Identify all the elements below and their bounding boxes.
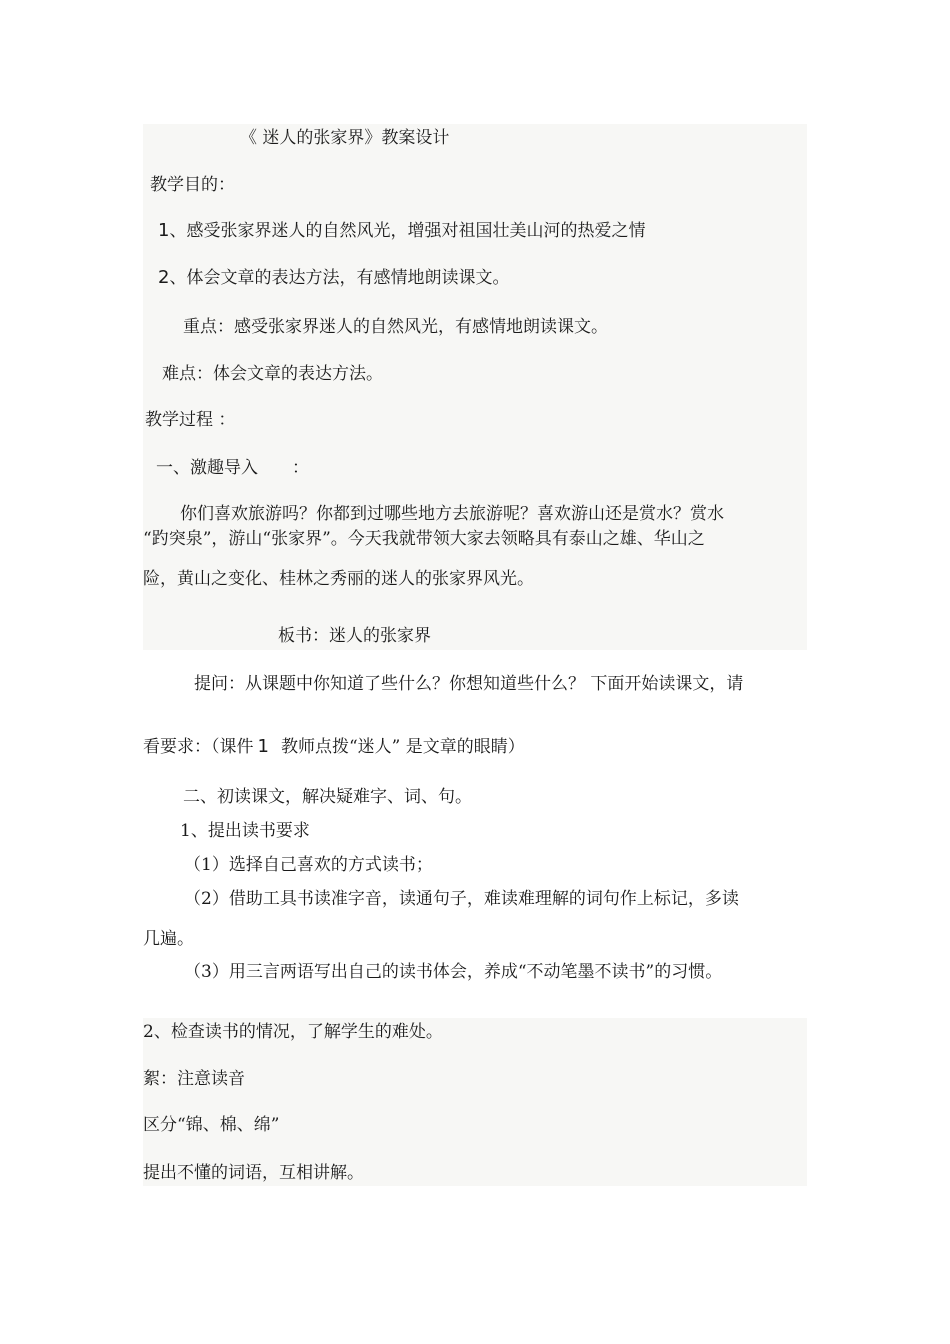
board-note: 板书：迷人的张家界	[278, 626, 431, 646]
note-pronunciation: 絮：注意读音	[143, 1069, 245, 1089]
requirement-1: （1）选择自己喜欢的方式读书；	[184, 855, 433, 875]
step-1: 1、提出读书要求	[180, 821, 310, 841]
requirement-3: （3）用三言两语写出自己的读书体会，养成“不动笔墨不读书”的习惯。	[184, 962, 723, 982]
shaded-block-bottom	[143, 1018, 807, 1186]
intro-line-3: 险，黄山之变化、桂林之秀丽的迷人的张家界风光。	[143, 569, 534, 589]
question-line-2	[143, 736, 525, 758]
key-point: 重点：感受张家界迷人的自然风光，有感情地朗读课文。	[183, 317, 608, 337]
objective-2-text: 、体会文章的表达方法，有感情地朗读课文。	[169, 268, 510, 288]
intro-line-2: “趵突泉”，游山“张家界”。今天我就带领大家去领略具有泰山之雄、华山之	[143, 529, 705, 549]
step-2: 2、检查读书的情况，了解学生的难处。	[143, 1022, 443, 1042]
question-line-2-start: 看要求：（课件	[143, 737, 254, 757]
question-line-1: 提问：从课题中你知道了些什么？你想知道些什么？ 下面开始读课文，请	[194, 674, 744, 694]
question-line-2-end: 教师点拨“迷人” 是文章的眼睛）	[280, 737, 525, 757]
objective-1	[158, 220, 645, 242]
doc-title: 《 迷人的张家界》教案设计	[240, 128, 450, 148]
courseware-number: 1	[257, 736, 269, 757]
section-1-title: 一、激趣导入 ：	[156, 458, 309, 478]
difficulty: 难点：体会文章的表达方法。	[162, 364, 383, 384]
objective-2-number: 2	[158, 267, 170, 288]
requirement-2-line-2: 几遍。	[143, 929, 194, 949]
section-2-title: 二、初读课文，解决疑难字、词、句。	[183, 787, 472, 807]
process-heading: 教学过程 ：	[145, 410, 236, 430]
objective-1-text: 、感受张家界迷人的自然风光，增强对祖国壮美山河的热爱之情	[169, 221, 646, 241]
intro-line-1: 你们喜欢旅游吗？你都到过哪些地方去旅游呢？喜欢游山还是赏水？赏水	[180, 504, 724, 524]
note-distinguish: 区分“锦、棉、绵”	[143, 1115, 280, 1135]
objective-1-number: 1	[158, 220, 170, 241]
objectives-heading: 教学目的：	[150, 175, 235, 195]
note-vocabulary: 提出不懂的词语，互相讲解。	[143, 1163, 364, 1183]
requirement-2-line-1: （2）借助工具书读准字音，读通句子，难读难理解的词句作上标记，多读	[184, 889, 739, 909]
objective-2	[158, 267, 509, 289]
